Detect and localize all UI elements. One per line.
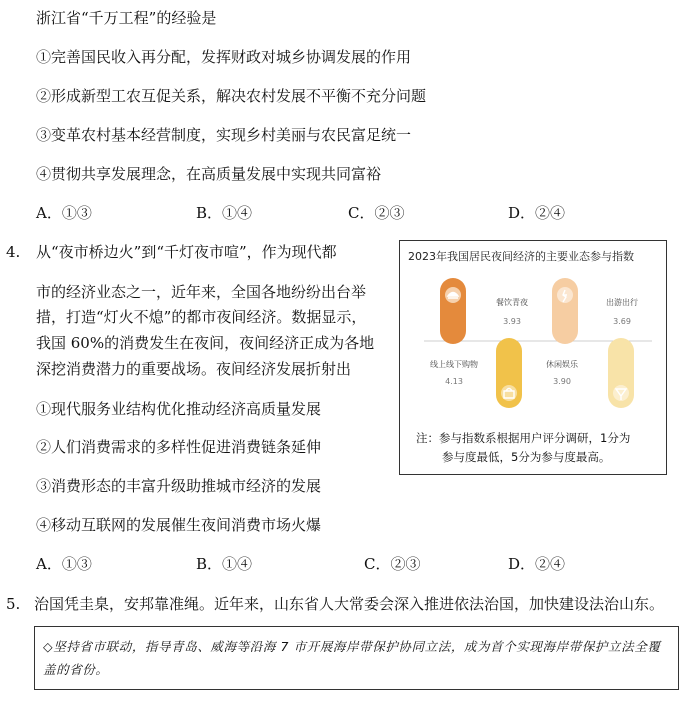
q3-item-3: ③变革农村基本经营制度，实现乡村美丽与农民富足统一 xyxy=(36,126,412,144)
q3-option-d: D．②④ xyxy=(508,204,566,222)
q3-option-b: B．①④ xyxy=(196,204,253,222)
chart-note xyxy=(416,429,652,467)
q4-stem-line-5: 深挖消费潜力的重要战场。夜间经济发展折射出 xyxy=(36,360,352,378)
chart-figure xyxy=(399,240,667,475)
q4-stem-line-2: 市的经济业态之一，近年来，全国各地纷纷出台举 xyxy=(36,283,367,301)
chart-svg xyxy=(400,241,666,421)
chart-value-label-xiuxian: 3.90 xyxy=(553,377,571,386)
q3-item-1: ①完善国民收入再分配，发挥财政对城乡协调发展的作用 xyxy=(36,48,412,66)
q5-stem: 治国凭圭臬，安邦靠准绳。近年来，山东省人大常委会深入推进依法治国，加快建设法治山东。 xyxy=(34,595,665,613)
q5-material-text: ◇坚持省市联动，指导青岛、威海等沿海 7 市开展海岸带保护协同立法，成为首个实现海岸带保护立法全覆盖的省份。 xyxy=(43,639,661,677)
q4-item-4: ④移动互联网的发展催生夜间消费市场火爆 xyxy=(36,516,322,534)
chart-category-label-xiuxian: 休闲娱乐 xyxy=(546,360,578,369)
chart-value-label-chuyou: 3.69 xyxy=(613,317,631,326)
q3-item-4: ④贯彻共享发展理念，在高质量发展中实现共同富裕 xyxy=(36,165,382,183)
q3-option-a: A．①③ xyxy=(36,204,92,222)
chart-title: 2023年我国居民夜间经济的主要业态参与指数 xyxy=(408,250,634,263)
q5-material-box xyxy=(34,626,679,690)
q3-stem: 浙江省“千万工程”的经验是 xyxy=(36,9,217,27)
q4-item-3: ③消费形态的丰富升级助推城市经济的发展 xyxy=(36,477,322,495)
q3-item-2: ②形成新型工农互促关系，解决农村发展不平衡不充分问题 xyxy=(36,87,427,105)
q4-item-1: ①现代服务业结构优化推动经济高质量发展 xyxy=(36,400,322,418)
chart-category-label-chuyou: 出游出行 xyxy=(606,298,638,307)
chart-note-line-2: 参与度最低，5分为参与度最高。 xyxy=(442,450,611,464)
q5-number: 5. xyxy=(6,595,21,613)
chart-value-label-canyin: 3.93 xyxy=(503,317,521,326)
q4-stem-line-3: 措，打造“灯火不熄”的都市夜间经济。数据显示， xyxy=(36,308,367,326)
chart-category-label-canyin: 餐饮青夜 xyxy=(496,298,528,307)
q4-option-a: A．①③ xyxy=(36,555,92,573)
q4-item-2: ②人们消费需求的多样性促进消费链条延伸 xyxy=(36,438,322,456)
q3-option-c: C．②③ xyxy=(348,204,405,222)
q4-option-b: B．①④ xyxy=(196,555,253,573)
q4-number: 4. xyxy=(6,243,21,261)
q4-option-d: D．②④ xyxy=(508,555,566,573)
q4-stem-line-4: 我国 60%的消费发生在夜间，夜间经济正成为各地 xyxy=(36,334,375,352)
chart-value-label-gouwu: 4.13 xyxy=(445,377,463,386)
q4-option-c: C．②③ xyxy=(364,555,421,573)
chart-note-line-1: 注：参与指数系根据用户评分调研，1分为 xyxy=(416,431,631,445)
chart-category-label-gouwu: 线上线下购物 xyxy=(430,360,478,369)
q4-stem-line-1: 从“夜市桥边火”到“千灯夜市喧”，作为现代都 xyxy=(36,243,337,261)
